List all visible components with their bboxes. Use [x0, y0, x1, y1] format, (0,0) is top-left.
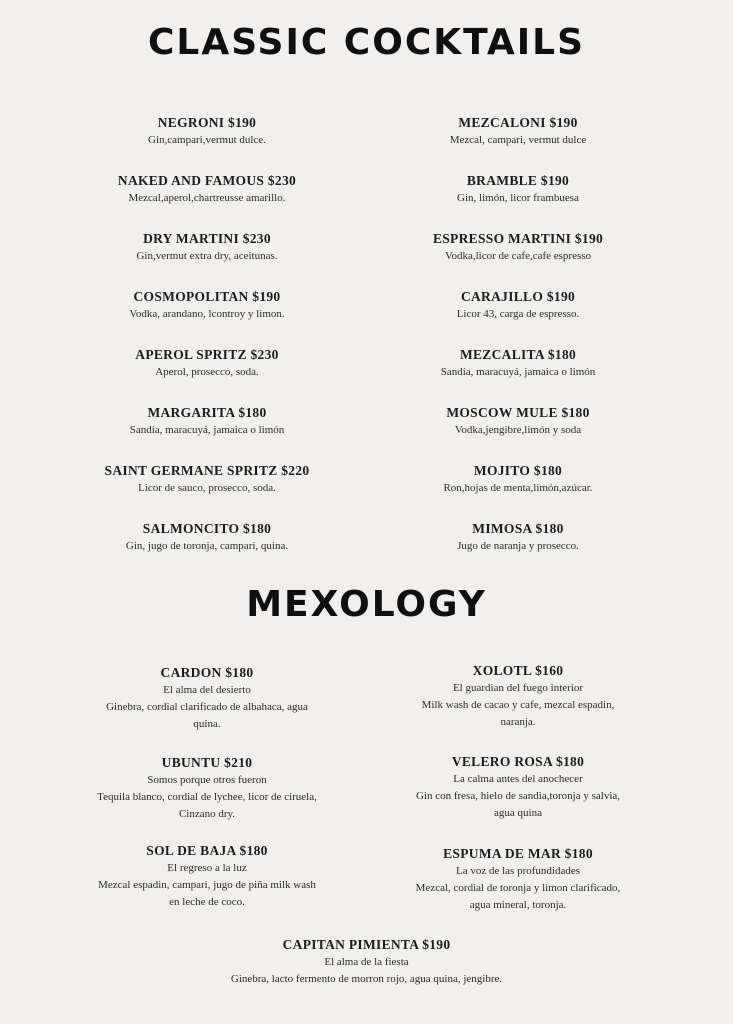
menu-item — [57, 842, 357, 911]
menu-item-desc: Vodka,licor de cafe,cafe espresso — [444, 250, 592, 262]
menu-item-desc: Vodka,jengibre,limón y soda — [454, 424, 582, 436]
menu-item-tagline: El regreso a la luz — [167, 862, 247, 874]
menu-item — [368, 346, 668, 381]
menu-item-name: CAPITAN PIMIENTA $190 — [282, 937, 451, 952]
menu-item-desc: Tequila blanco, cordial de lychee, licor de ciruela, — [97, 791, 317, 803]
menu-item-desc: Gin, jugo de toronja, campari, quina. — [125, 540, 289, 552]
menu-item-desc: Ron,hojas de menta,limón,azúcar. — [443, 482, 593, 494]
menu-item-name: ESPUMA DE MAR $180 — [443, 846, 593, 861]
menu-item-name: MIMOSA $180 — [472, 521, 564, 536]
menu-item-desc: en leche de coco. — [169, 896, 245, 908]
menu-item-name: UBUNTU $210 — [161, 755, 253, 770]
menu-item-desc: Ginebra, cordial clarificado de albahaca, agua — [106, 701, 308, 713]
menu-item-name: SALMONCITO $180 — [142, 521, 272, 536]
menu-item-desc: Mezcal, cordial de toronja y limon clarificado, — [415, 882, 621, 894]
menu-item — [368, 462, 668, 497]
menu-item — [57, 404, 357, 439]
menu-item — [368, 845, 668, 914]
menu-item-desc: Mezcal,aperol,chartreusse amarillo. — [128, 192, 286, 204]
menu-item-desc: Milk wash de cacao y cafe, mezcal espadin, — [421, 699, 615, 711]
menu-item — [120, 936, 613, 988]
menu-item — [57, 172, 357, 207]
menu-item-tagline: El alma del desierto — [163, 684, 251, 696]
menu-item-desc: Aperol, prosecco, soda. — [155, 366, 259, 378]
menu-item-name: MEZCALONI $190 — [458, 115, 578, 130]
menu-item-name: NEGRONI $190 — [157, 115, 257, 130]
menu-item — [368, 520, 668, 555]
menu-item — [57, 114, 357, 149]
menu-item-name: BRAMBLE $190 — [466, 173, 570, 188]
menu-item-name: DRY MARTINI $230 — [143, 231, 271, 246]
menu-item-desc: Mezcal espadin, campari, jugo de piña milk wash — [98, 879, 316, 891]
menu-item — [368, 662, 668, 731]
menu-item-tagline: La calma antes del anochecer — [453, 773, 583, 785]
menu-item — [368, 753, 668, 822]
menu-item-desc: Mezcal, campari, vermut dulce — [449, 134, 587, 146]
menu-item-desc: Gin,vermut extra dry, aceitunas. — [136, 250, 278, 262]
menu-item-tagline: La voz de las profundidades — [455, 865, 580, 877]
menu-item-desc: Licor 43, carga de espresso. — [456, 308, 580, 320]
menu-item-desc: Gin con fresa, hielo de sandia,toronja y salvia, — [415, 790, 621, 802]
menu-item-name: SOL DE BAJA $180 — [146, 843, 268, 858]
menu-item-name: NAKED AND FAMOUS $230 — [117, 173, 297, 188]
menu-item-desc: Ginebra, lacto fermento de morron rojo, agua quina, jengibre. — [230, 973, 503, 985]
menu-item-desc: agua quina — [494, 807, 542, 819]
menu-item-name: COSMOPOLITAN $190 — [133, 289, 281, 304]
menu-item-desc: Gin,campari,vermut dulce. — [148, 134, 266, 146]
menu-item-desc: naranja. — [500, 716, 536, 728]
menu-item — [57, 230, 357, 265]
menu-item — [57, 288, 357, 323]
menu-item-desc: Gin, limón, licor frambuesa — [457, 192, 579, 204]
menu-item-desc: quina. — [193, 718, 221, 730]
menu-item — [368, 172, 668, 207]
menu-item-name: MOJITO $180 — [473, 463, 563, 478]
menu-item — [57, 754, 357, 823]
menu-item-name: CARDON $180 — [160, 665, 254, 680]
menu-item-desc: Cinzano dry. — [178, 808, 236, 820]
menu-item-tagline: El guardian del fuego interior — [452, 682, 584, 694]
menu-item — [57, 520, 357, 555]
menu-item-desc: Sandía, maracuyá, jamaica o limón — [129, 424, 285, 436]
menu-item-desc: agua mineral, toronja. — [469, 899, 567, 911]
menu-item-name: XOLOTL $160 — [472, 663, 564, 678]
menu-item — [368, 288, 668, 323]
menu-item-desc: Licor de sauco, prosecco, soda. — [138, 482, 276, 494]
menu-item-name: APEROL SPRITZ $230 — [135, 347, 279, 362]
menu-item — [57, 346, 357, 381]
menu-item — [57, 664, 357, 733]
menu-item — [368, 114, 668, 149]
menu-item-name: ESPRESSO MARTINI $190 — [432, 231, 604, 246]
menu-item-name: MARGARITA $180 — [147, 405, 267, 420]
menu-item-name: MOSCOW MULE $180 — [446, 405, 590, 420]
menu-item — [368, 230, 668, 265]
menu-item-name: SAINT GERMANE SPRITZ $220 — [104, 463, 310, 478]
menu-item-name: VELERO ROSA $180 — [451, 754, 585, 769]
menu-item-desc: Jugo de naranja y prosecco. — [457, 540, 579, 552]
mexology-title: MEXOLOGY — [246, 584, 487, 625]
menu-item-tagline: El alma de la fiesta — [324, 956, 409, 968]
menu-item-desc: Sandía, maracuyá, jamaica o limón — [440, 366, 596, 378]
menu-item — [57, 462, 357, 497]
menu-item-desc: Vodka, arandano, lcontroy y limon. — [129, 308, 285, 320]
menu-item — [368, 404, 668, 439]
menu-item-name: MEZCALITA $180 — [459, 347, 577, 362]
classic-cocktails-title: CLASSIC COCKTAILS — [147, 22, 586, 63]
menu-item-tagline: Somos porque otros fueron — [147, 774, 267, 786]
menu-item-name: CARAJILLO $190 — [460, 289, 576, 304]
